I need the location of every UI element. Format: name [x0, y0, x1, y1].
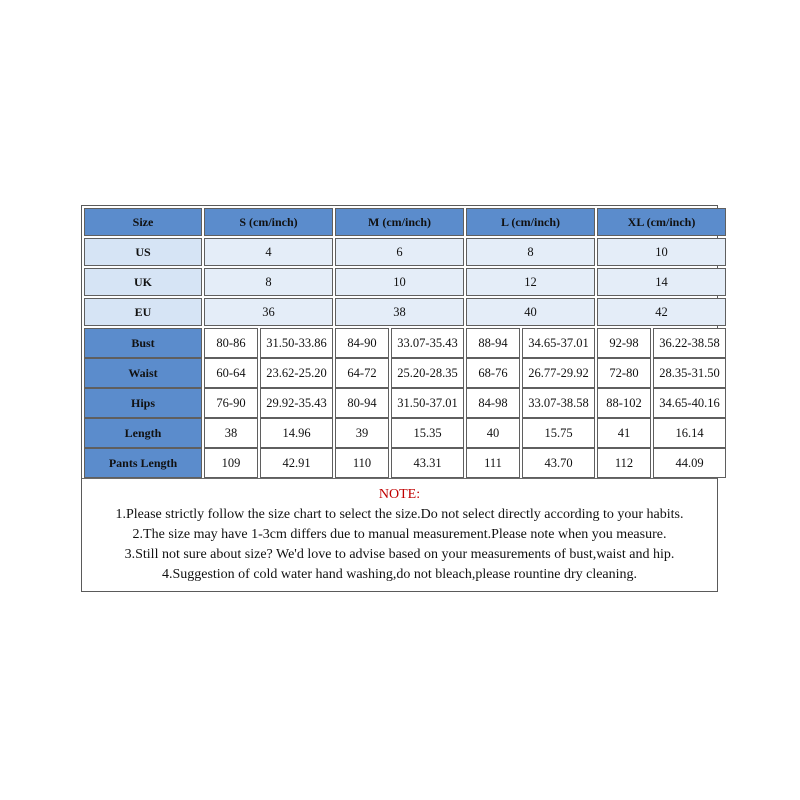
bust-s-inch: 31.50-33.86	[260, 328, 333, 358]
size-chart	[81, 205, 718, 592]
row-label-bust: Bust	[84, 328, 202, 358]
note-line-1: 1.Please strictly follow the size chart to select the size.Do not select directly according to your habits.	[115, 507, 684, 522]
length-m-cm: 39	[335, 418, 389, 448]
uk-xl: 14	[597, 268, 726, 296]
us-xl: 10	[597, 238, 726, 266]
row-label-pants-length: Pants Length	[84, 448, 202, 478]
bust-l-cm: 88-94	[466, 328, 520, 358]
header-l: L (cm/inch)	[466, 208, 595, 236]
hips-s-cm: 76-90	[204, 388, 258, 418]
pants-length-s-inch: 42.91	[260, 448, 333, 478]
row-label-us: US	[84, 238, 202, 266]
uk-l: 12	[466, 268, 595, 296]
uk-s: 8	[204, 268, 333, 296]
hips-l-inch: 33.07-38.58	[522, 388, 595, 418]
bust-s-cm: 80-86	[204, 328, 258, 358]
bust-m-cm: 84-90	[335, 328, 389, 358]
us-m: 6	[335, 238, 464, 266]
pants-length-l-inch: 43.70	[522, 448, 595, 478]
hips-xl-inch: 34.65-40.16	[653, 388, 726, 418]
hips-m-inch: 31.50-37.01	[391, 388, 464, 418]
bust-xl-cm: 92-98	[597, 328, 651, 358]
note-title: NOTE:	[378, 487, 421, 502]
note-line-2: 2.The size may have 1-3cm differs due to manual measurement.Please note when you measure.	[132, 527, 667, 542]
note-line-3: 3.Still not sure about size? We'd love to advise based on your measurements of bust,waist and hip.	[124, 547, 675, 562]
length-s-cm: 38	[204, 418, 258, 448]
eu-xl: 42	[597, 298, 726, 326]
notes-section	[82, 478, 717, 591]
header-m: M (cm/inch)	[335, 208, 464, 236]
length-m-inch: 15.35	[391, 418, 464, 448]
us-s: 4	[204, 238, 333, 266]
us-l: 8	[466, 238, 595, 266]
note-line-4: 4.Suggestion of cold water hand washing,do not bleach,please rountine dry cleaning.	[161, 567, 638, 582]
waist-m-inch: 25.20-28.35	[391, 358, 464, 388]
bust-xl-inch: 36.22-38.58	[653, 328, 726, 358]
eu-s: 36	[204, 298, 333, 326]
length-l-inch: 15.75	[522, 418, 595, 448]
hips-xl-cm: 88-102	[597, 388, 651, 418]
row-label-waist: Waist	[84, 358, 202, 388]
pants-length-l-cm: 111	[466, 448, 520, 478]
waist-xl-cm: 72-80	[597, 358, 651, 388]
waist-l-cm: 68-76	[466, 358, 520, 388]
hips-s-inch: 29.92-35.43	[260, 388, 333, 418]
header-size: Size	[84, 208, 202, 236]
pants-length-s-cm: 109	[204, 448, 258, 478]
waist-l-inch: 26.77-29.92	[522, 358, 595, 388]
header-xl: XL (cm/inch)	[597, 208, 726, 236]
waist-s-inch: 23.62-25.20	[260, 358, 333, 388]
size-table	[82, 206, 720, 478]
hips-m-cm: 80-94	[335, 388, 389, 418]
uk-m: 10	[335, 268, 464, 296]
header-s: S (cm/inch)	[204, 208, 333, 236]
waist-m-cm: 64-72	[335, 358, 389, 388]
length-l-cm: 40	[466, 418, 520, 448]
hips-l-cm: 84-98	[466, 388, 520, 418]
eu-l: 40	[466, 298, 595, 326]
length-xl-cm: 41	[597, 418, 651, 448]
pants-length-xl-cm: 112	[597, 448, 651, 478]
bust-l-inch: 34.65-37.01	[522, 328, 595, 358]
pants-length-m-cm: 110	[335, 448, 389, 478]
length-s-inch: 14.96	[260, 418, 333, 448]
row-label-hips: Hips	[84, 388, 202, 418]
row-label-uk: UK	[84, 268, 202, 296]
eu-m: 38	[335, 298, 464, 326]
row-label-length: Length	[84, 418, 202, 448]
row-label-eu: EU	[84, 298, 202, 326]
pants-length-m-inch: 43.31	[391, 448, 464, 478]
bust-m-inch: 33.07-35.43	[391, 328, 464, 358]
pants-length-xl-inch: 44.09	[653, 448, 726, 478]
waist-xl-inch: 28.35-31.50	[653, 358, 726, 388]
length-xl-inch: 16.14	[653, 418, 726, 448]
waist-s-cm: 60-64	[204, 358, 258, 388]
